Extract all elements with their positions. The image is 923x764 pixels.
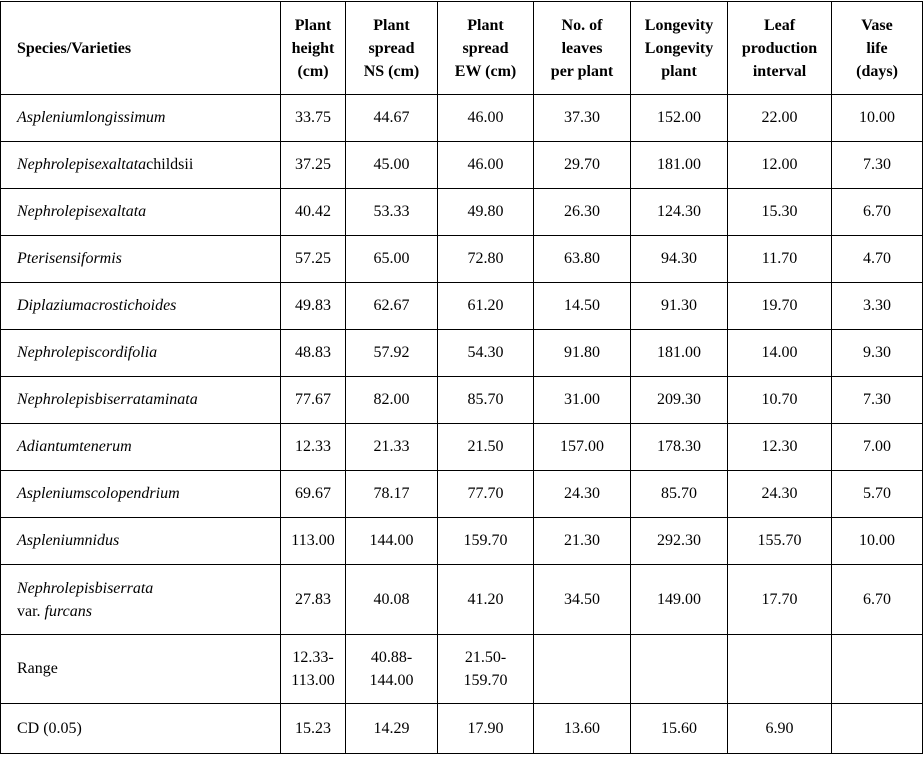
cell-spread-ns: 65.00 [346,236,438,283]
cell-leaf-interval: 12.00 [728,142,832,189]
species-name: Aspleniumscolopendrium [1,471,281,518]
cell-longevity: 124.30 [631,189,728,236]
range-longevity [631,635,728,704]
cell-spread-ew: 159.70 [438,518,534,565]
cell-spread-ew: 85.70 [438,377,534,424]
cd-plant-height: 15.23 [281,704,346,754]
species-name: Nephrolepisexaltatachildsii [1,142,281,189]
cell-vase-life: 3.30 [832,283,923,330]
table-row [1,565,923,635]
table-row [1,518,923,565]
cell-spread-ew: 61.20 [438,283,534,330]
cell-spread-ns: 44.67 [346,95,438,142]
species-name: Diplaziumacrostichoides [1,283,281,330]
range-row [1,635,923,704]
cell-leaf-interval: 12.30 [728,424,832,471]
cell-plant-height: 113.00 [281,518,346,565]
cell-spread-ns: 21.33 [346,424,438,471]
cell-leaves: 37.30 [534,95,631,142]
cell-spread-ew: 41.20 [438,565,534,635]
cell-spread-ns: 40.08 [346,565,438,635]
header-row [1,2,923,95]
cell-plant-height: 40.42 [281,189,346,236]
range-spread-ew: 21.50- 159.70 [438,635,534,704]
species-name: Nephrolepiscordifolia [1,330,281,377]
header-plant-height: Plant height (cm) [281,2,346,95]
cell-plant-height: 37.25 [281,142,346,189]
table-row [1,142,923,189]
cell-spread-ns: 78.17 [346,471,438,518]
cd-spread-ns: 14.29 [346,704,438,754]
range-leaf-interval [728,635,832,704]
cd-label: CD (0.05) [1,704,281,754]
table-row [1,95,923,142]
cd-row [1,704,923,754]
cell-vase-life: 9.30 [832,330,923,377]
cell-vase-life: 7.00 [832,424,923,471]
species-name: Aspleniumnidus [1,518,281,565]
species-name: Nephrolepisbiserrata var. furcans [1,565,281,635]
cell-leaf-interval: 155.70 [728,518,832,565]
table-row [1,424,923,471]
cell-plant-height: 57.25 [281,236,346,283]
cell-spread-ns: 82.00 [346,377,438,424]
cell-leaves: 157.00 [534,424,631,471]
cell-leaf-interval: 15.30 [728,189,832,236]
cell-longevity: 94.30 [631,236,728,283]
cell-longevity: 85.70 [631,471,728,518]
cell-longevity: 149.00 [631,565,728,635]
species-name: Pterisensiformis [1,236,281,283]
cell-longevity: 209.30 [631,377,728,424]
cell-vase-life: 6.70 [832,189,923,236]
header-species: Species/Varieties [1,2,281,95]
cell-vase-life: 10.00 [832,95,923,142]
cell-longevity: 181.00 [631,142,728,189]
cell-spread-ns: 45.00 [346,142,438,189]
table-row [1,377,923,424]
cell-leaf-interval: 17.70 [728,565,832,635]
cell-leaf-interval: 22.00 [728,95,832,142]
header-spread-ns: Plant spread NS (cm) [346,2,438,95]
table-row [1,236,923,283]
cell-plant-height: 69.67 [281,471,346,518]
cell-leaves: 31.00 [534,377,631,424]
cd-longevity: 15.60 [631,704,728,754]
table-row [1,330,923,377]
cell-leaves: 26.30 [534,189,631,236]
cell-leaf-interval: 24.30 [728,471,832,518]
cell-vase-life: 6.70 [832,565,923,635]
cell-spread-ns: 144.00 [346,518,438,565]
cell-leaf-interval: 14.00 [728,330,832,377]
cell-longevity: 91.30 [631,283,728,330]
cell-spread-ew: 49.80 [438,189,534,236]
cd-leaves: 13.60 [534,704,631,754]
species-name: Nephrolepisbiserrataminata [1,377,281,424]
cd-spread-ew: 17.90 [438,704,534,754]
cell-leaf-interval: 11.70 [728,236,832,283]
header-longevity: Longevity Longevity plant [631,2,728,95]
range-spread-ns: 40.88- 144.00 [346,635,438,704]
cell-spread-ew: 46.00 [438,95,534,142]
range-plant-height: 12.33- 113.00 [281,635,346,704]
cell-spread-ew: 54.30 [438,330,534,377]
header-leaf-production: Leaf production interval [728,2,832,95]
cell-spread-ew: 21.50 [438,424,534,471]
cell-leaves: 14.50 [534,283,631,330]
cd-vase-life [832,704,923,754]
cell-spread-ew: 72.80 [438,236,534,283]
cell-longevity: 292.30 [631,518,728,565]
table-row [1,283,923,330]
cell-vase-life: 7.30 [832,142,923,189]
cell-leaf-interval: 10.70 [728,377,832,424]
cell-plant-height: 49.83 [281,283,346,330]
cell-spread-ns: 57.92 [346,330,438,377]
cell-leaves: 34.50 [534,565,631,635]
cell-leaves: 21.30 [534,518,631,565]
cell-leaves: 29.70 [534,142,631,189]
cell-spread-ew: 77.70 [438,471,534,518]
range-label: Range [1,635,281,704]
cd-leaf-interval: 6.90 [728,704,832,754]
cell-spread-ew: 46.00 [438,142,534,189]
header-leaves: No. of leaves per plant [534,2,631,95]
cell-spread-ns: 53.33 [346,189,438,236]
cell-plant-height: 33.75 [281,95,346,142]
range-vase-life [832,635,923,704]
header-vase-life: Vase life (days) [832,2,923,95]
cell-leaves: 91.80 [534,330,631,377]
cell-plant-height: 27.83 [281,565,346,635]
cell-vase-life: 4.70 [832,236,923,283]
cell-vase-life: 10.00 [832,518,923,565]
cell-longevity: 152.00 [631,95,728,142]
species-name: Nephrolepisexaltata [1,189,281,236]
species-name: Adiantumtenerum [1,424,281,471]
cell-plant-height: 48.83 [281,330,346,377]
species-name: Aspleniumlongissimum [1,95,281,142]
cell-longevity: 178.30 [631,424,728,471]
cell-leaf-interval: 19.70 [728,283,832,330]
table-row [1,189,923,236]
range-leaves [534,635,631,704]
cell-vase-life: 5.70 [832,471,923,518]
cell-spread-ns: 62.67 [346,283,438,330]
cell-leaves: 63.80 [534,236,631,283]
cell-vase-life: 7.30 [832,377,923,424]
cell-plant-height: 77.67 [281,377,346,424]
cell-longevity: 181.00 [631,330,728,377]
cell-plant-height: 12.33 [281,424,346,471]
header-spread-ew: Plant spread EW (cm) [438,2,534,95]
table-row [1,471,923,518]
cell-leaves: 24.30 [534,471,631,518]
data-table [0,1,923,754]
